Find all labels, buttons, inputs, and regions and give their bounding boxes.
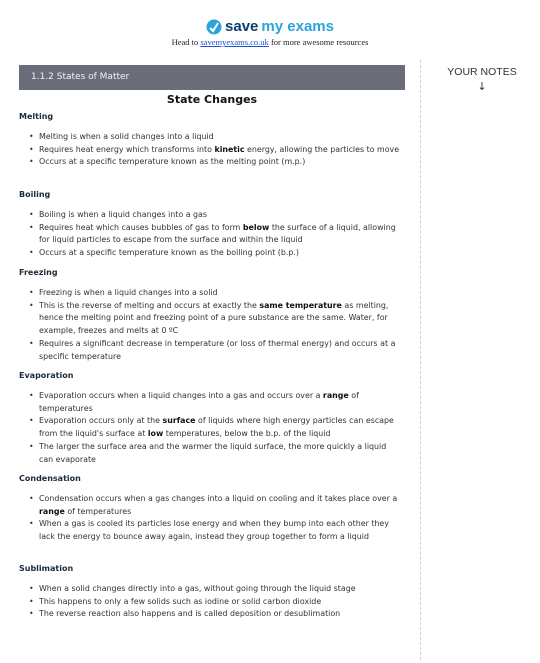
list-item <box>26 596 402 609</box>
your-notes-label: YOUR NOTES <box>447 66 517 78</box>
heading-sublimation: Sublimation <box>19 564 74 573</box>
tagline-prefix: Head to <box>171 37 201 47</box>
list-sublimation <box>26 583 402 621</box>
bullet-text: This is the reverse of melting and occurs at exactly the <box>39 300 260 310</box>
list-boiling <box>26 209 402 260</box>
bold-term: range <box>39 506 65 516</box>
bullet-text: Melting is when a solid changes into a liquid <box>39 132 214 141</box>
bullet-text: as melting, hence the melting point and freezing point of a pure substance are the same. Water, for example, freezes and melts at 0 ºC <box>39 300 389 336</box>
list-item <box>26 518 402 543</box>
list-item <box>26 156 402 169</box>
bold-term: same temperature <box>259 300 342 310</box>
notes-divider <box>420 60 421 660</box>
bullet-text: Occurs at a specific temperature known as the boiling point (b.p.) <box>39 248 299 258</box>
site-logo[interactable] <box>206 18 334 35</box>
bullet-text: Condensation occurs when a gas changes into a liquid on cooling and it takes place over a <box>39 494 398 503</box>
section-label: 1.1.2 States of Matter <box>31 72 130 82</box>
list-item <box>26 300 402 338</box>
list-item <box>26 415 402 440</box>
heading-melting: Melting <box>19 112 54 121</box>
list-item <box>26 222 402 247</box>
bullet-text: Evaporation occurs when a liquid changes into a gas and occurs over a <box>39 391 323 400</box>
list-evaporation <box>26 390 402 466</box>
arrow-down-icon: ↓ <box>477 80 487 93</box>
section-bar <box>19 65 405 90</box>
list-item <box>26 247 402 260</box>
list-item <box>26 390 402 415</box>
heading-freezing: Freezing <box>19 268 58 277</box>
list-item <box>26 209 402 222</box>
bullet-text: Requires heat energy which transforms into <box>39 144 215 154</box>
bullet-text: the surface of a liquid, allowing for liquid particles to escape from the surface and within the liquid <box>39 222 396 245</box>
bold-term: surface <box>162 416 196 426</box>
list-item <box>26 338 402 363</box>
bullet-text: Evaporation occurs only at the <box>39 416 163 426</box>
heading-boiling: Boiling <box>19 190 51 199</box>
bullet-text: temperatures, below the b.p. of the liquid <box>163 429 331 439</box>
bullet-text: This happens to only a few solids such as iodine or solid carbon dioxide <box>39 596 322 606</box>
bullet-text: Boiling is when a liquid changes into a gas <box>39 210 207 219</box>
bullet-text: Requires heat which causes bubbles of gas to form <box>39 222 243 232</box>
bullet-text: Occurs at a specific temperature known as the melting point (m.p.) <box>39 157 306 167</box>
list-item <box>26 287 402 300</box>
list-item <box>26 608 402 621</box>
bullet-text: When a gas is cooled its particles lose energy and when they bump into each other they lack the energy to bounce away again, instead they group together to form a liquid <box>39 519 389 542</box>
bullet-text: Freezing is when a liquid changes into a solid <box>39 288 218 297</box>
bold-term: kinetic <box>214 144 245 154</box>
site-logo-row <box>0 18 540 38</box>
bullet-text: of temperatures <box>64 506 132 516</box>
bold-term: low <box>147 429 164 439</box>
bullet-text: of liquids where high energy particles can escape from the liquid's surface at <box>39 416 394 439</box>
list-freezing <box>26 287 402 363</box>
bullet-text: When a solid changes directly into a gas, without going through the liquid stage <box>39 584 356 593</box>
tagline-suffix: for more awesome resources <box>268 37 369 47</box>
bullet-text: of temperatures <box>39 391 359 413</box>
bullet-text: The reverse reaction also happens and is called deposition or desublimation <box>39 609 341 619</box>
bullet-text: Requires a significant decrease in temperature (or loss of thermal energy) and occurs at a specific temperature <box>39 338 396 361</box>
list-item <box>26 493 402 518</box>
list-item <box>26 583 402 596</box>
bold-term: range <box>322 391 349 400</box>
page-title: State Changes <box>166 93 258 106</box>
bold-term: below <box>242 222 270 232</box>
list-condensation <box>26 493 402 544</box>
website-link[interactable]: savemyexams.co.uk <box>200 37 269 47</box>
bullet-text: energy, allowing the particles to move <box>244 144 400 154</box>
list-item <box>26 441 402 466</box>
heading-condensation: Condensation <box>19 474 81 483</box>
logo-mark-icon <box>206 19 222 35</box>
heading-evaporation: Evaporation <box>19 371 74 380</box>
tagline <box>0 37 540 47</box>
logo-myexams-text: my exams <box>261 18 334 35</box>
list-melting <box>26 131 402 169</box>
logo-save-text: save <box>225 18 259 35</box>
bullet-text: The larger the surface area and the warmer the liquid surface, the more quickly a liquid can evaporate <box>39 441 387 464</box>
list-item <box>26 131 402 144</box>
list-item <box>26 144 402 157</box>
